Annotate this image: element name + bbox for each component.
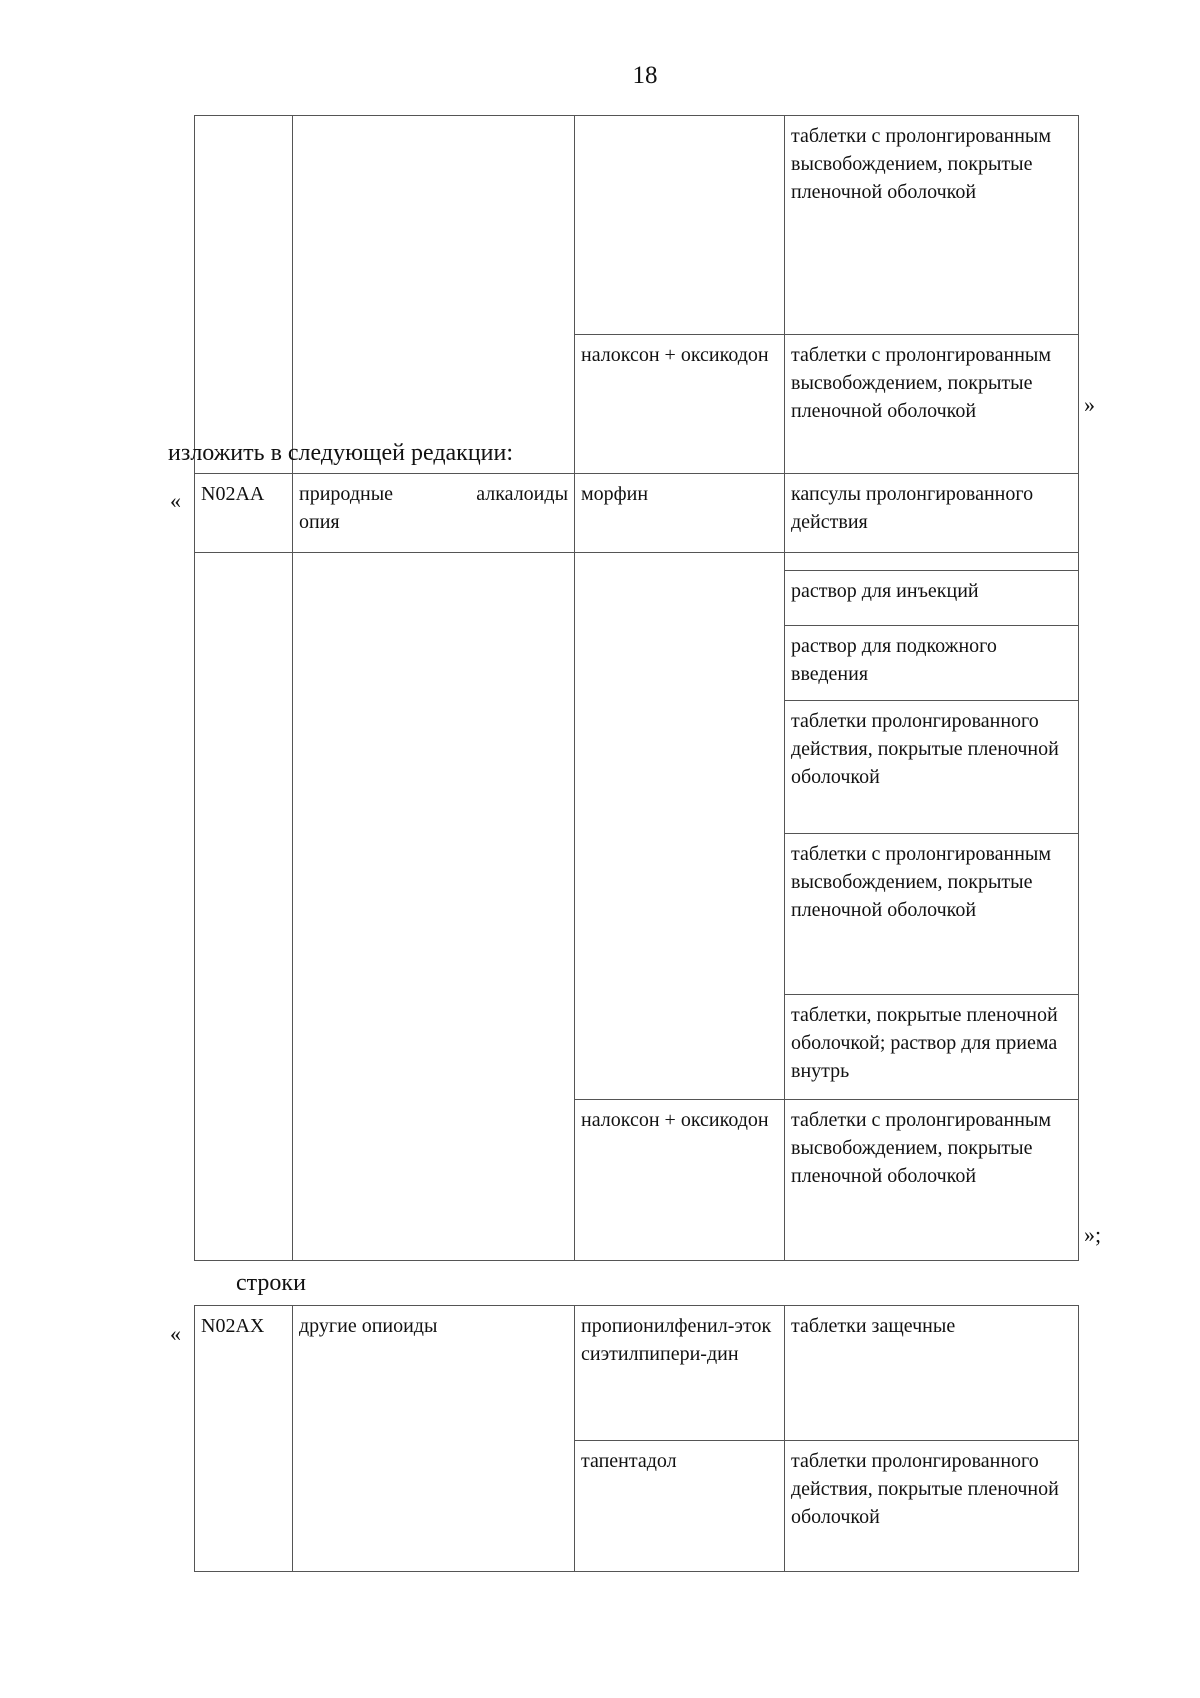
drug-cell: пропионилфенил-этоксиэтилпипери-дин	[575, 1306, 785, 1441]
group-cell	[293, 474, 575, 1261]
page-number: 18	[632, 62, 658, 89]
form-cell: таблетки с пролонгированным высвобождением, покрытые пленочной оболочкой	[785, 834, 1079, 995]
drug-cell: налоксон + оксикодон	[575, 334, 785, 553]
closing-quote: »	[1084, 392, 1095, 417]
code-cell: N02AA	[195, 474, 293, 1261]
drug-cell: тапентадол	[575, 1441, 785, 1572]
group-word: опия	[299, 511, 340, 533]
form-cell: таблетки пролонгированного действия, покрытые пленочной оболочкой	[785, 701, 1079, 834]
table-row	[195, 116, 1079, 335]
closing-quote: »;	[1084, 1222, 1102, 1247]
table-row	[195, 1306, 1079, 1441]
drug-cell: морфин	[575, 474, 785, 1100]
rows-text: строки	[236, 1270, 306, 1296]
table-n02aa	[194, 473, 1079, 1261]
table-row	[195, 474, 1079, 571]
form-cell: таблетки пролонгированного действия, покрытые пленочной оболочкой	[785, 1441, 1079, 1572]
form-cell: раствор для подкожного введения	[785, 626, 1079, 701]
group-cell: другие опиоиды	[293, 1306, 575, 1572]
code-cell: N02AX	[195, 1306, 293, 1572]
drug-cell: налоксон + оксикодон	[575, 1100, 785, 1261]
form-cell: таблетки с пролонгированным высвобождением, покрытые пленочной оболочкой	[785, 334, 1079, 553]
form-cell: капсулы пролонгированного действия	[785, 474, 1079, 571]
drug-cell	[575, 116, 785, 335]
form-cell: таблетки, покрытые пленочной оболочкой; раствор для приема внутрь	[785, 995, 1079, 1100]
opening-quote: «	[170, 1321, 181, 1346]
table-n02ax	[194, 1305, 1079, 1572]
group-word: алкалоиды	[476, 483, 568, 505]
opening-quote: «	[170, 488, 181, 513]
group-word: природные	[299, 483, 394, 505]
form-cell: таблетки с пролонгированным высвобождением, покрытые пленочной оболочкой	[785, 1100, 1079, 1261]
form-cell: таблетки защечные	[785, 1306, 1079, 1441]
form-cell: таблетки с пролонгированным высвобождением, покрытые пленочной оболочкой	[785, 116, 1079, 335]
intro-text: изложить в следующей редакции:	[168, 440, 514, 466]
form-cell: раствор для инъекций	[785, 571, 1079, 626]
